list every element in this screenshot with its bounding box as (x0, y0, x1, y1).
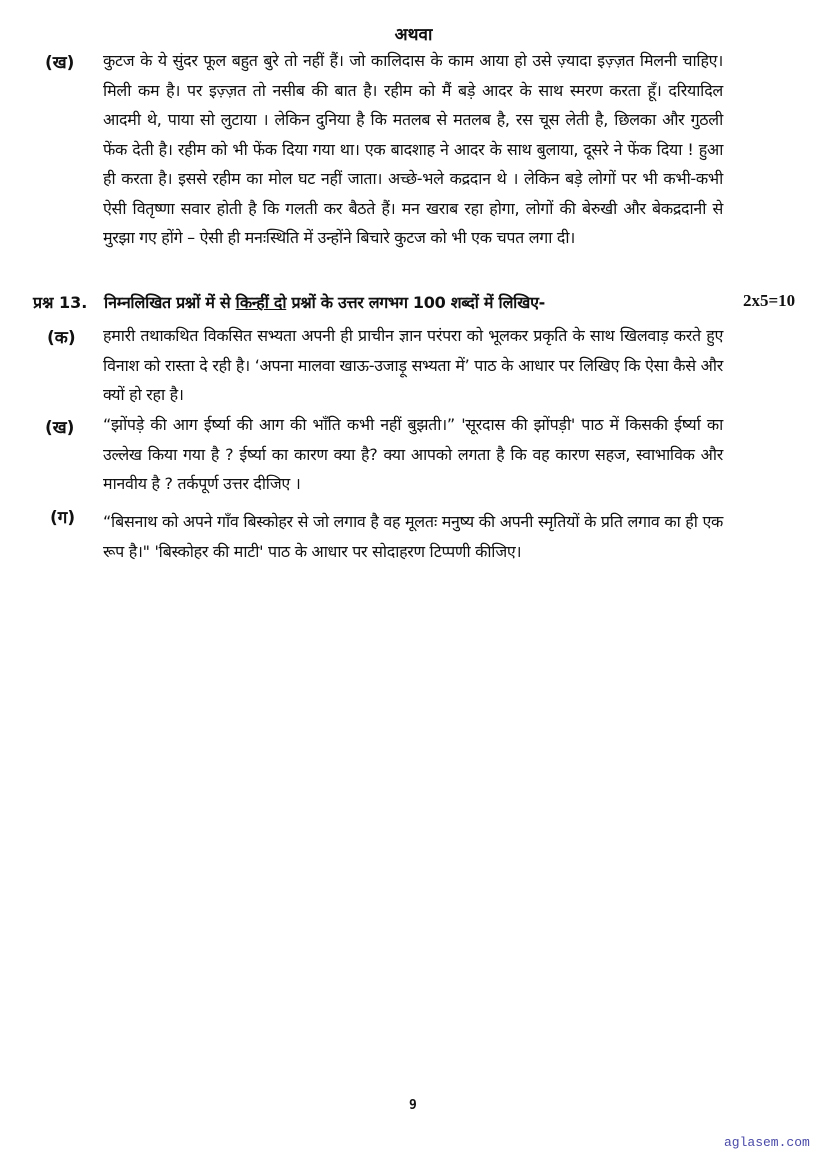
question-marks: 2x5=10 (743, 291, 796, 310)
passage-kha-prev: कुटज के ये सुंदर फूल बहुत बुरे तो नहीं हैं। जो कालिदास के काम आया हो उसे ज़्यादा इज़्ज़त मिलनी चाहिए। मिली कम है। पर इज़्ज़त तो नसीब की बात है। रहीम को मैं बड़े आदर के साथ स्मरण करता हूँ। दरियादिल आदमी थे, पाया सो लुटाया । लेकिन दुनिया है कि मतलब से मतलब है, रस चूस लेती है, छिलका और गुठली फेंक देती है। रहीम को भी फेंक दिया गया था। एक बादशाह ने आदर के साथ बुलाया, दूसरे ने फेंक दिया ! हुआ ही करता है। इससे रहीम का मोल घट नहीं जाता। अच्छे-भले कद्रदान थे । लेकिन बड़े लोगों पर भी कभी-कभी ऐसी वितृष्णा सवार होती है कि गलती कर बैठते हैं। मन खराब रहा होगा, लोगों की बेरुखी और बेकद्रदानी से मुरझा गए होंगे – ऐसी ही मनःस्थिति में उन्होंने बिचारे कुटज को भी एक चपत लगा दी। (103, 51, 723, 247)
question-title-part1: निम्नलिखित प्रश्नों में से (104, 293, 236, 312)
part-label-ka: (क) (47, 328, 76, 348)
part-label-kha-prev: (ख) (45, 53, 75, 73)
page-number: 9 (409, 1098, 417, 1113)
question-number: प्रश्न 13. (33, 293, 88, 312)
section-heading-athva: अथवा (394, 25, 433, 44)
question-title-part2: प्रश्नों के उत्तर लगभग 100 शब्दों में लिखिए- (286, 293, 545, 312)
question-title (104, 291, 545, 313)
part-label-kha: (ख) (45, 418, 75, 438)
question-part-ga: “बिसनाथ को अपने गाँव बिस्कोहर से जो लगाव है वह मूलतः मनुष्य की अपनी स्मृतियों के प्रति लगाव का ही एक रूप है।" 'बिस्कोहर की माटी' पाठ के आधार पर सोदाहरण टिप्पणी कीजिए। (103, 512, 723, 561)
question-title-underlined: किन्हीं दो (235, 293, 287, 312)
question-part-ka: हमारी तथाकथित विकसित सभ्यता अपनी ही प्राचीन ज्ञान परंपरा को भूलकर प्रकृति के साथ खिलवाड़ करते हुए विनाश को रास्ता दे रही है। ‘अपना मालवा खाऊ-उजाड़ू सभ्यता में’ पाठ के आधार पर लिखिए कि ऐसा कैसे और क्यों हो रहा है। (103, 326, 723, 404)
watermark: aglasem.com (724, 1135, 810, 1150)
question-part-kha: “झोंपड़े की आग ईर्ष्या की आग की भाँति कभी नहीं बुझती।” 'सूरदास की झोंपड़ी' पाठ में किसकी ईर्ष्या का उल्लेख किया गया है ? ईर्ष्या का कारण क्या है? क्या आपको लगता है कि वह कारण सहज, स्वाभाविक और मानवीय है ? तर्कपूर्ण उत्तर दीजिए । (103, 415, 723, 493)
part-label-ga: (ग) (50, 508, 76, 528)
